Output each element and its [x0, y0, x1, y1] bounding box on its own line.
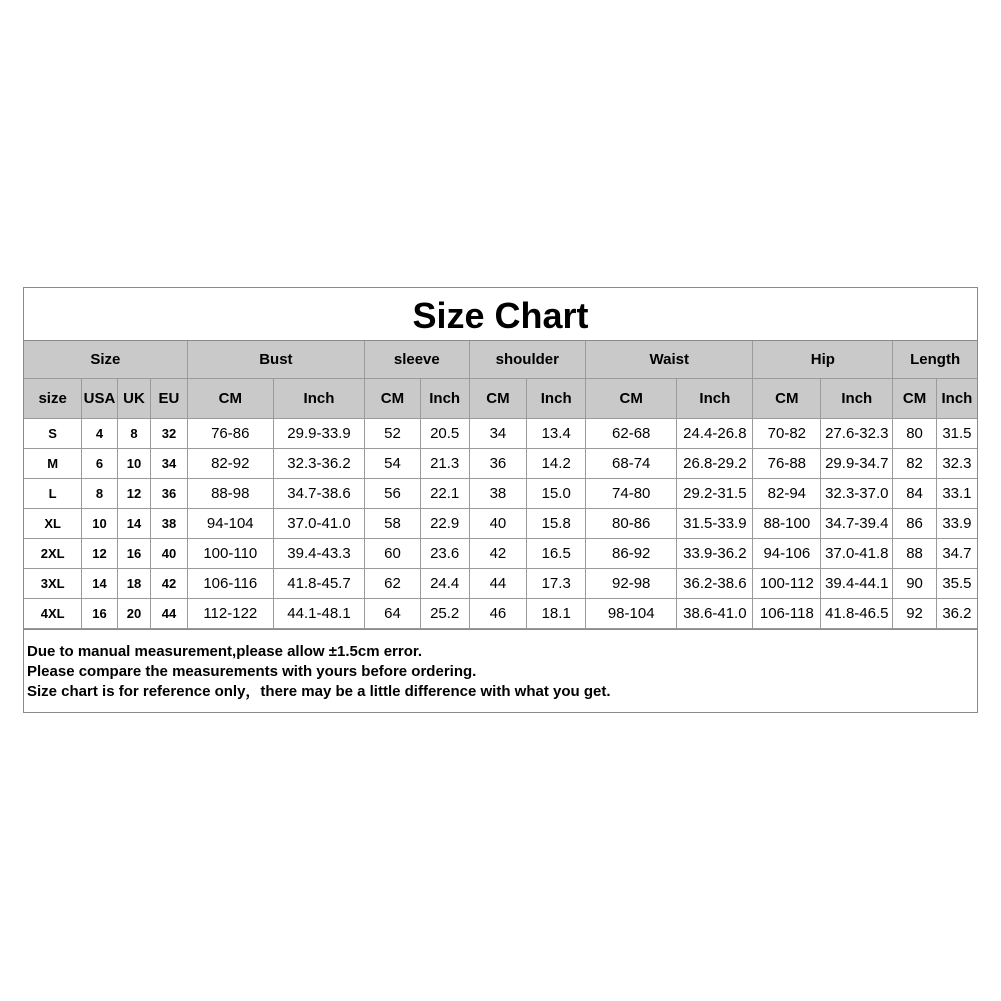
- table-row: [24, 449, 977, 479]
- note-line: Size chart is for reference only，there may be a little difference with what you get.: [27, 683, 611, 700]
- sub-header-cell: CM: [753, 379, 821, 419]
- table-cell: 32.3: [936, 449, 977, 479]
- table-cell: 106-116: [187, 569, 273, 599]
- table-cell: XL: [24, 509, 82, 539]
- table-body: [24, 419, 977, 629]
- table-cell: 58: [365, 509, 421, 539]
- table-cell: 37.0-41.0: [273, 509, 364, 539]
- table-cell: 24.4: [420, 569, 469, 599]
- table-cell: 90: [893, 569, 937, 599]
- table-cell: 70-82: [753, 419, 821, 449]
- sub-header-cell: CM: [365, 379, 421, 419]
- table-cell: 33.1: [936, 479, 977, 509]
- group-header-sleeve: sleeve: [365, 341, 469, 379]
- table-cell: 44.1-48.1: [273, 599, 364, 629]
- size-table: [24, 341, 977, 629]
- table-cell: 62-68: [586, 419, 677, 449]
- table-cell: 14: [117, 509, 150, 539]
- note-line: Please compare the measurements with yours before ordering.: [27, 663, 477, 680]
- table-cell: 38.6-41.0: [677, 599, 753, 629]
- table-cell: 8: [117, 419, 150, 449]
- table-cell: 29.9-33.9: [273, 419, 364, 449]
- table-cell: 10: [117, 449, 150, 479]
- table-cell: 100-112: [753, 569, 821, 599]
- table-cell: L: [24, 479, 82, 509]
- table-row: [24, 419, 977, 449]
- table-cell: 112-122: [187, 599, 273, 629]
- table-cell: 94-104: [187, 509, 273, 539]
- table-cell: 33.9: [936, 509, 977, 539]
- group-header-row: [24, 341, 977, 379]
- table-cell: 16: [82, 599, 117, 629]
- table-cell: 34: [151, 449, 188, 479]
- table-cell: 10: [82, 509, 117, 539]
- table-cell: 8: [82, 479, 117, 509]
- table-cell: 44: [151, 599, 188, 629]
- table-row: [24, 569, 977, 599]
- table-cell: 4XL: [24, 599, 82, 629]
- table-cell: 29.2-31.5: [677, 479, 753, 509]
- table-cell: 18.1: [527, 599, 586, 629]
- table-row: [24, 509, 977, 539]
- table-cell: 64: [365, 599, 421, 629]
- table-cell: 26.8-29.2: [677, 449, 753, 479]
- table-cell: S: [24, 419, 82, 449]
- table-cell: 60: [365, 539, 421, 569]
- sub-header-cell: USA: [82, 379, 117, 419]
- sub-header-cell: Inch: [677, 379, 753, 419]
- group-header-waist: Waist: [586, 341, 753, 379]
- table-cell: 34: [469, 419, 527, 449]
- table-cell: 33.9-36.2: [677, 539, 753, 569]
- table-cell: 76-88: [753, 449, 821, 479]
- table-cell: 76-86: [187, 419, 273, 449]
- table-cell: 80: [893, 419, 937, 449]
- table-cell: 100-110: [187, 539, 273, 569]
- table-cell: 68-74: [586, 449, 677, 479]
- sub-header-cell: Inch: [821, 379, 893, 419]
- table-cell: 38: [469, 479, 527, 509]
- table-cell: 14.2: [527, 449, 586, 479]
- table-cell: 88-100: [753, 509, 821, 539]
- table-cell: 29.9-34.7: [821, 449, 893, 479]
- table-cell: 34.7-39.4: [821, 509, 893, 539]
- table-cell: 35.5: [936, 569, 977, 599]
- notes: [24, 629, 977, 702]
- table-cell: 106-118: [753, 599, 821, 629]
- table-cell: 80-86: [586, 509, 677, 539]
- table-cell: 39.4-44.1: [821, 569, 893, 599]
- sub-header-cell: EU: [151, 379, 188, 419]
- chart-title: Size Chart: [24, 288, 977, 341]
- table-cell: 15.0: [527, 479, 586, 509]
- table-cell: 46: [469, 599, 527, 629]
- table-cell: 36: [469, 449, 527, 479]
- table-cell: 34.7-38.6: [273, 479, 364, 509]
- table-cell: 41.8-45.7: [273, 569, 364, 599]
- group-header-size: Size: [24, 341, 187, 379]
- table-cell: 92: [893, 599, 937, 629]
- table-cell: 36.2: [936, 599, 977, 629]
- group-header-shoulder: shoulder: [469, 341, 586, 379]
- table-cell: 32.3-37.0: [821, 479, 893, 509]
- table-cell: 18: [117, 569, 150, 599]
- sub-header-cell: CM: [187, 379, 273, 419]
- table-cell: 17.3: [527, 569, 586, 599]
- table-cell: 37.0-41.8: [821, 539, 893, 569]
- table-cell: 16: [117, 539, 150, 569]
- table-cell: 34.7: [936, 539, 977, 569]
- table-cell: 82-92: [187, 449, 273, 479]
- table-cell: 6: [82, 449, 117, 479]
- table-cell: 40: [469, 509, 527, 539]
- table-row: [24, 539, 977, 569]
- table-cell: 25.2: [420, 599, 469, 629]
- table-cell: 20: [117, 599, 150, 629]
- table-cell: 4: [82, 419, 117, 449]
- table-cell: 36: [151, 479, 188, 509]
- table-cell: 16.5: [527, 539, 586, 569]
- table-cell: 42: [469, 539, 527, 569]
- table-cell: 41.8-46.5: [821, 599, 893, 629]
- table-row: [24, 599, 977, 629]
- table-cell: 52: [365, 419, 421, 449]
- group-header-hip: Hip: [753, 341, 893, 379]
- sub-header-cell: CM: [893, 379, 937, 419]
- table-cell: 20.5: [420, 419, 469, 449]
- table-cell: 44: [469, 569, 527, 599]
- table-cell: 22.9: [420, 509, 469, 539]
- table-cell: 36.2-38.6: [677, 569, 753, 599]
- table-cell: 42: [151, 569, 188, 599]
- table-cell: 74-80: [586, 479, 677, 509]
- table-cell: 3XL: [24, 569, 82, 599]
- sub-header-cell: Inch: [527, 379, 586, 419]
- sub-header-cell: Inch: [936, 379, 977, 419]
- table-cell: 22.1: [420, 479, 469, 509]
- table-cell: 98-104: [586, 599, 677, 629]
- table-cell: 32.3-36.2: [273, 449, 364, 479]
- table-cell: 15.8: [527, 509, 586, 539]
- size-chart: [23, 287, 978, 713]
- table-cell: 88: [893, 539, 937, 569]
- sub-header-cell: CM: [586, 379, 677, 419]
- table-cell: 12: [117, 479, 150, 509]
- table-cell: 14: [82, 569, 117, 599]
- table-cell: 40: [151, 539, 188, 569]
- table-cell: 23.6: [420, 539, 469, 569]
- table-cell: 39.4-43.3: [273, 539, 364, 569]
- group-header-length: Length: [893, 341, 977, 379]
- table-cell: 86-92: [586, 539, 677, 569]
- table-cell: 31.5: [936, 419, 977, 449]
- sub-header-cell: UK: [117, 379, 150, 419]
- table-cell: 86: [893, 509, 937, 539]
- table-cell: 24.4-26.8: [677, 419, 753, 449]
- table-cell: 21.3: [420, 449, 469, 479]
- sub-header-cell: size: [24, 379, 82, 419]
- table-cell: M: [24, 449, 82, 479]
- table-cell: 38: [151, 509, 188, 539]
- table-cell: 13.4: [527, 419, 586, 449]
- table-cell: 92-98: [586, 569, 677, 599]
- table-cell: 88-98: [187, 479, 273, 509]
- table-cell: 31.5-33.9: [677, 509, 753, 539]
- table-cell: 12: [82, 539, 117, 569]
- sub-header-cell: Inch: [420, 379, 469, 419]
- table-cell: 54: [365, 449, 421, 479]
- sub-header-row: [24, 379, 977, 419]
- table-cell: 2XL: [24, 539, 82, 569]
- sub-header-cell: CM: [469, 379, 527, 419]
- table-row: [24, 479, 977, 509]
- sub-header-cell: Inch: [273, 379, 364, 419]
- table-cell: 32: [151, 419, 188, 449]
- table-cell: 62: [365, 569, 421, 599]
- table-cell: 82-94: [753, 479, 821, 509]
- table-cell: 56: [365, 479, 421, 509]
- table-cell: 82: [893, 449, 937, 479]
- table-cell: 94-106: [753, 539, 821, 569]
- table-cell: 27.6-32.3: [821, 419, 893, 449]
- table-cell: 84: [893, 479, 937, 509]
- note-line: Due to manual measurement,please allow ±1.5cm error.: [27, 643, 423, 660]
- group-header-bust: Bust: [187, 341, 364, 379]
